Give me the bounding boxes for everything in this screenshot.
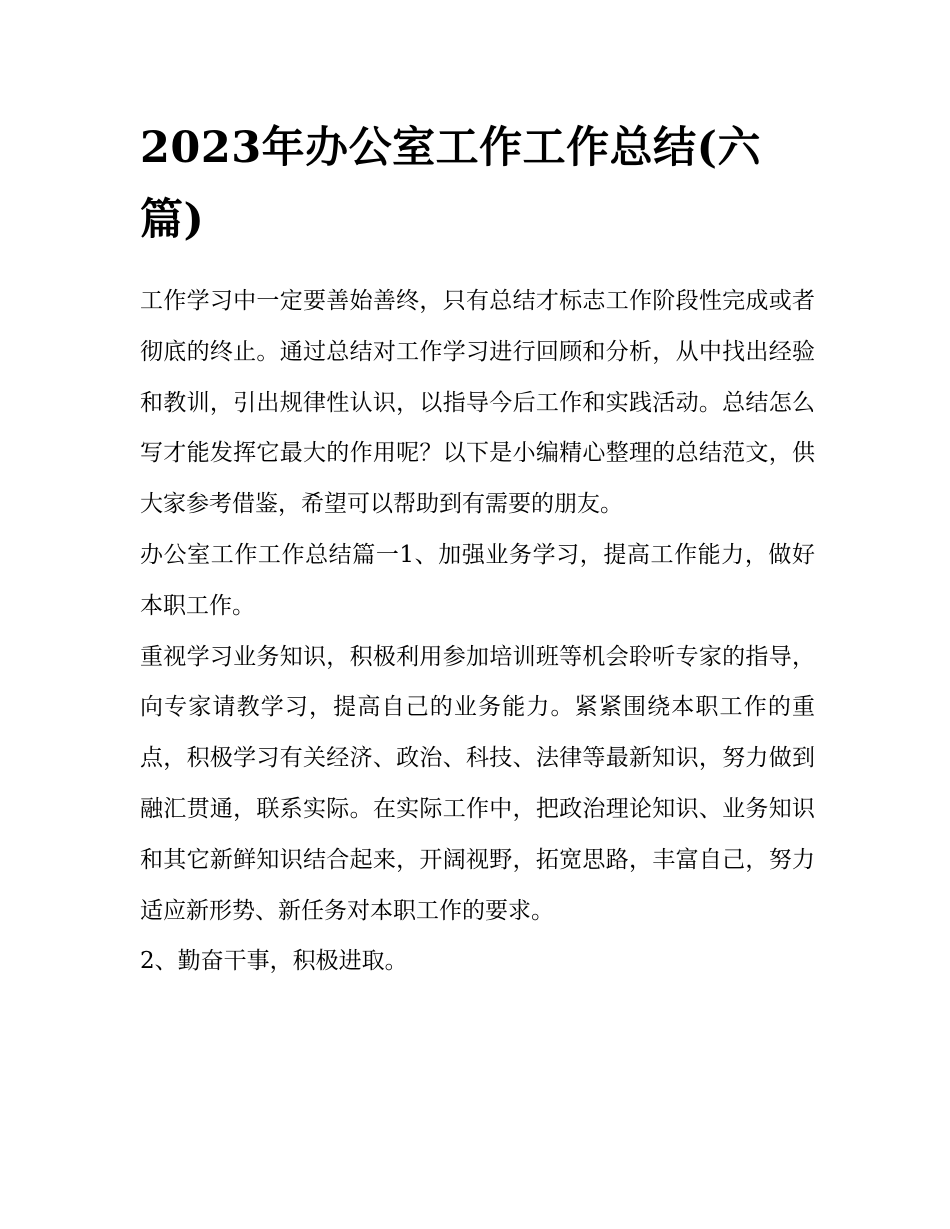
paragraph-intro: 工作学习中一定要善始善终，只有总结才标志工作阶段性完成或者彻底的终止。通过总结对工作学习进行回顾和分析，从中找出经验和教训，引出规律性认识，以指导今后工作和实践活动。总结怎么写才能发挥它最大的作用呢？以下是小编精心整理的总结范文，供大家参考借鉴，希望可以帮助到有需要的朋友。 xyxy=(140,288,815,518)
paragraph-section-two-heading: 2、勤奋干事，积极进取。 xyxy=(140,948,408,975)
document-page xyxy=(140,112,815,987)
paragraph-section-one-heading: 办公室工作工作总结篇一1、加强业务学习，提高工作能力，做好本职工作。 xyxy=(140,541,815,619)
document-title: 2023年办公室工作工作总结(六篇) xyxy=(140,123,762,245)
document-body xyxy=(140,276,815,987)
paragraph-section-one-body: 重视学习业务知识，积极利用参加培训班等机会聆听专家的指导，向专家请教学习，提高自己的业务能力。紧紧围绕本职工作的重点，积极学习有关经济、政治、科技、法律等最新知识，努力做到融汇贯通，联系实际。在实际工作中，把政治理论知识、业务知识和其它新鲜知识结合起来，开阔视野，拓宽思路，丰富自己，努力适应新形势、新任务对本职工作的要求。 xyxy=(140,643,815,924)
